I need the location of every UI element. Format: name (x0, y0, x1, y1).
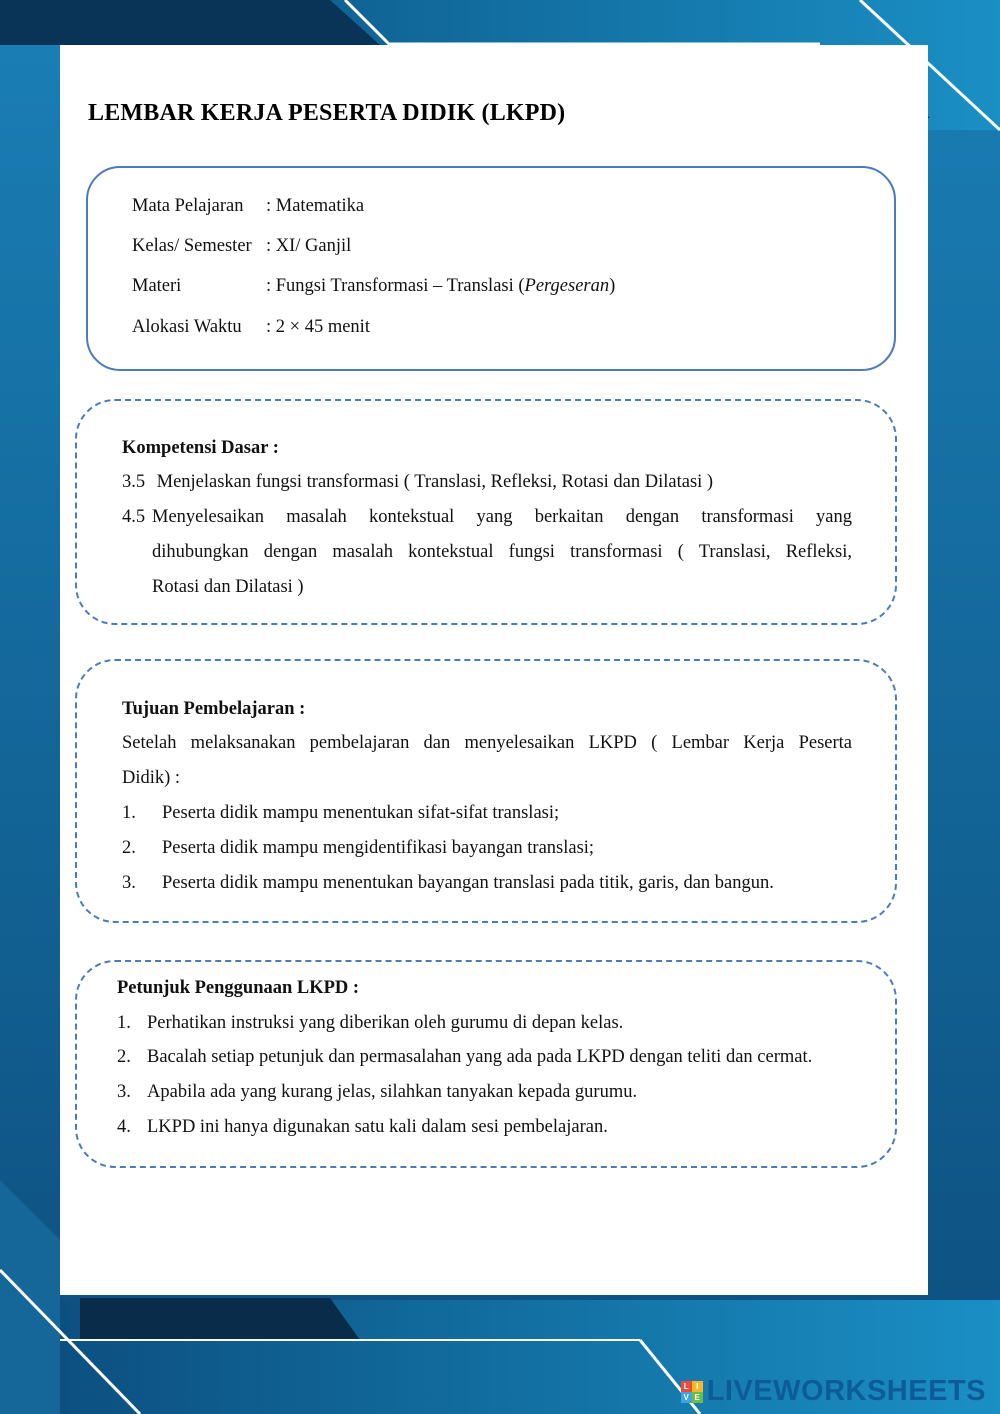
info-label: Kelas/ Semester (132, 236, 252, 256)
objective-item: 1. Peserta didik mampu menentukan sifat-sifat translasi; (122, 803, 560, 823)
info-label: Mata Pelajaran (132, 196, 244, 216)
info-row-material (132, 276, 615, 297)
liveworksheets-logo-icon: L I V E (681, 1381, 703, 1403)
competency-item-text: Menyelesaikan masalah kontekstual yang berkaitan dengan transformasi yang dihubungkan dengan masalah kontekstual fungsi transformasi ( Translasi, Refleksi, Rotasi dan Dilatasi ) (152, 507, 852, 597)
instructions-heading: Petunjuk Penggunaan LKPD : (117, 978, 360, 998)
info-row-time (132, 317, 370, 338)
instruction-item: 4. LKPD ini hanya digunakan satu kali dalam sesi pembelajaran. (117, 1117, 608, 1137)
competency-heading: Kompetensi Dasar : (122, 438, 279, 458)
objective-item: 3. Peserta didik mampu menentukan bayangan translasi pada titik, garis, dan bangun. (122, 873, 774, 893)
info-value: : Fungsi Transformasi – Translasi (Pergeseran) (266, 276, 616, 296)
info-row-subject (132, 196, 364, 217)
liveworksheets-watermark (681, 1375, 986, 1408)
objective-item: 2. Peserta didik mampu mengidentifikasi bayangan translasi; (122, 838, 595, 858)
info-label: Alokasi Waktu (132, 317, 242, 337)
instruction-item: 2. Bacalah setiap petunjuk dan permasalahan yang ada pada LKPD dengan teliti dan cermat. (117, 1047, 813, 1067)
instruction-item: 1. Perhatikan instruksi yang diberikan oleh gurumu di depan kelas. (117, 1013, 624, 1033)
competency-item: 3.5 Menjelaskan fungsi transformasi ( Translasi, Refleksi, Rotasi dan Dilatasi ) (122, 472, 714, 492)
info-value: : Matematika (266, 196, 365, 216)
subject-info-box (86, 166, 896, 371)
info-label: Materi (132, 276, 182, 296)
info-value: : XI/ Ganjil (266, 236, 352, 256)
instruction-item: 3. Apabila ada yang kurang jelas, silahkan tanyakan kepada gurumu. (117, 1082, 638, 1102)
competency-item-number: 4.5 (122, 507, 146, 527)
liveworksheets-wordmark: LIVEWORKSHEETS (706, 1375, 986, 1407)
info-row-class (132, 236, 351, 257)
info-value: : 2 × 45 menit (266, 317, 370, 337)
learning-objectives-heading: Tujuan Pembelajaran : (122, 699, 306, 719)
document-title: LEMBAR KERJA PESERTA DIDIK (LKPD) (88, 100, 566, 126)
learning-objectives-intro: Setelah melaksanakan pembelajaran dan menyelesaikan LKPD ( Lembar Kerja Peserta Didik) : (122, 733, 852, 788)
